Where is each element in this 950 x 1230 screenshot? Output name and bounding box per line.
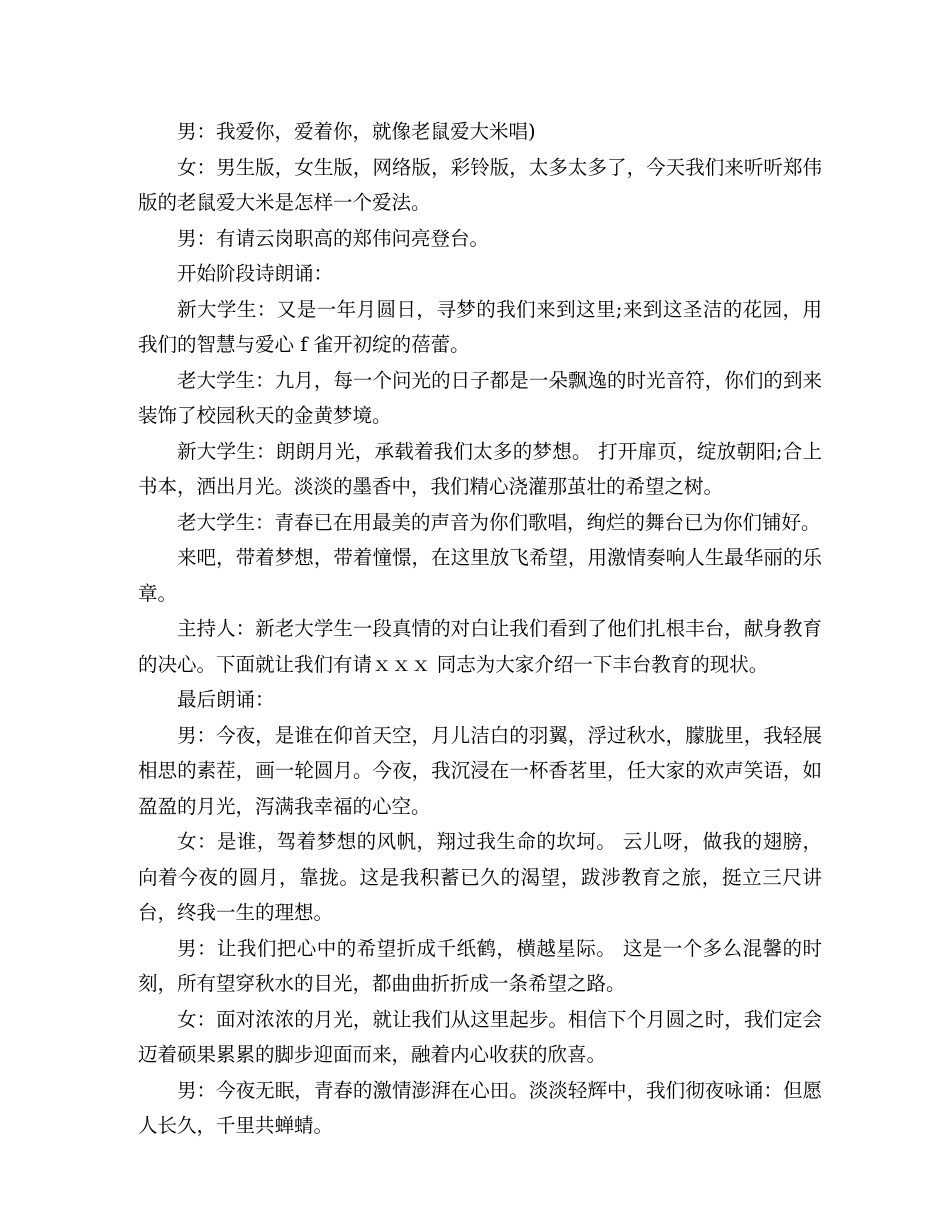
paragraph: 男：让我们把心中的希望折成千纸鹤，横越星际。 这是一个多么混馨的时刻，所有望穿秋水的目光，都曲曲折折成一条希望之路。 — [138, 936, 822, 995]
paragraph: 女：面对浓浓的月光，就让我们从这里起步。相信下个月圆之时，我们定会迈着硕果累累的脚步迎面而来，融着内心收获的欣喜。 — [138, 1007, 822, 1066]
paragraph: 男：有请云岗职高的郑伟问亮登台。 — [177, 226, 490, 250]
paragraph: 最后朗诵： — [177, 688, 275, 711]
paragraph: 开始阶段诗朗诵： — [177, 262, 334, 285]
paragraph: 男：我爱你，爱着你，就像老鼠爱大米唱) — [177, 120, 536, 143]
paragraph: 新大学生：朗朗月光，承载着我们太多的梦想。 打开扉页，绽放朝阳;合上书本，洒出月光。淡淡的墨香中，我们精心浇灌那茧壮的希望之树。 — [138, 439, 822, 498]
paragraph: 主持人：新老大学生一段真情的对白让我们看到了他们扎根丰台，献身教育的决心。下面就让我们有请ｘｘｘ 同志为大家介绍一下丰台教育的现状。 — [138, 617, 822, 676]
document-body — [138, 114, 822, 1144]
paragraph: 老大学生：青春已在用最美的声音为你们歌唱，绚烂的舞台已为你们铺好。 — [177, 510, 821, 534]
paragraph: 来吧，带着梦想，带着憧憬，在这里放飞希望，用激情奏响人生最华丽的乐章。 — [138, 546, 822, 605]
paragraph: 男：今夜无眠，青春的激情澎湃在心田。淡淡轻辉中，我们彻夜咏诵：但愿人长久，千里共蝉蜻。 — [138, 1078, 822, 1137]
paragraph: 女：是谁，驾着梦想的风帆，翔过我生命的坎坷。 云儿呀，做我的翅膀，向着今夜的圆月，靠拢。这是我积蓄已久的渴望，跋涉教育之旅，挺立三尺讲台，终我一生的理想。 — [138, 830, 822, 924]
paragraph: 老大学生：九月，每一个问光的日子都是一朵飘逸的时光音符，你们的到来装饰了校园秋天的金黄梦境。 — [138, 368, 822, 427]
paragraph: 新大学生：又是一年月圆日，寻梦的我们来到这里;来到这圣洁的花园，用我们的智慧与爱心 f 雀开初绽的蓓蕾。 — [138, 297, 822, 356]
paragraph: 女：男生版，女生版，网络版，彩铃版，太多太多了，今天我们来听听郑伟版的老鼠爱大米是怎样一个爱法。 — [138, 155, 822, 214]
paragraph: 男：今夜，是谁在仰首天空，月儿洁白的羽翼，浮过秋水，朦胧里，我轻展相思的素茬，画一轮圆月。今夜，我沉浸在一杯香茗里，任大家的欢声笑语，如盈盈的月光，泻满我幸福的心空。 — [138, 723, 822, 818]
